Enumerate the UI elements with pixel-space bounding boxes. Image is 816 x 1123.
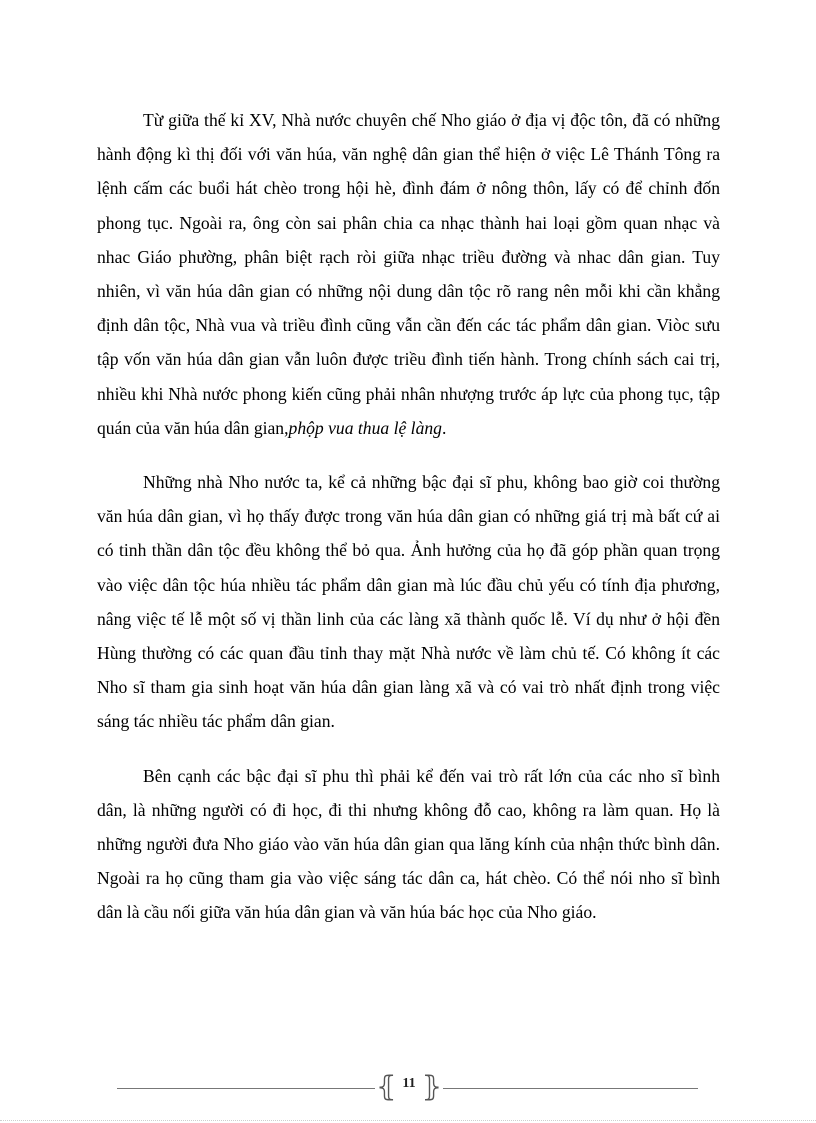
paragraph-3-text: Bên cạnh các bậc đại sĩ phu thì phải kể đến vai trò rất lớn của các nho sĩ bình dân, là những người có đi học, đi thi nhưng không đỗ cao, không ra làm quan. Họ là những người đưa Nho giáo vào văn húa dân gian qua lăng kính của nhận thức bình dân. Ngoài ra họ cũng tham gia vào việc sáng tác dân ca, hát chèo. Có thể nói nho sĩ bình dân là cầu nối giữa văn húa dân gian và văn húa bác học của Nho giáo.	[97, 765, 720, 923]
footer-rule-right	[443, 1088, 698, 1089]
paragraph-2-text: Những nhà Nho nước ta, kể cả những bậc đại sĩ phu, không bao giờ coi thường văn húa dân gian, vì họ thấy được trong văn húa dân gian có những giá trị mà bất cứ ai có tinh thần dân tộc đều không thể bỏ qua. Ảnh hưởng của họ đã góp phần quan trọng vào việc dân tộc húa nhiều tác phẩm dân gian mà lúc đầu chủ yếu có tính địa phương, nâng việc tế lễ một số vị thần linh của các làng xã thành quốc lễ. Ví dụ như ở hội đền Hùng thường có các quan đầu tỉnh thay mặt Nhà nước về làm chủ tế. Có không ít các Nho sĩ tham gia sinh hoạt văn húa dân gian làng xã và có vai trò nhất định trong việc sáng tác nhiều tác phẩm dân gian.	[97, 472, 720, 732]
paragraph-1-italic-phrase: phộp vua thua lệ làng	[288, 417, 442, 438]
page-number-box	[376, 1072, 442, 1104]
paragraph-1	[97, 103, 720, 445]
paragraph-3	[97, 759, 720, 930]
left-brace-icon: ⦃	[376, 1070, 397, 1103]
footer-rule-left	[117, 1088, 375, 1089]
right-brace-icon: ⦄	[421, 1070, 442, 1103]
page-number: 11	[402, 1076, 416, 1091]
paragraph-1-end: .	[441, 417, 447, 438]
page-bottom-border	[0, 1120, 816, 1121]
paragraph-2	[97, 465, 720, 739]
page-body	[97, 103, 720, 930]
paragraph-1-text: Từ giữa thế kỉ XV, Nhà nước chuyên chế Nho giáo ở địa vị độc tôn, đã có những hành động kì thị đối với văn húa, văn nghệ dân gian thể hiện ở việc Lê Thánh Tông ra lệnh cấm các buổi hát chèo trong hội hè, đình đám ở nông thôn, lấy có để chỉnh đốn phong tục. Ngoài ra, ông còn sai phân chia ca nhạc thành hai loại gồm quan nhạc và nhac Giáo phường, phân biệt rạch ròi giữa nhạc triều đường và nhac dân gian. Tuy nhiên, vì văn húa dân gian có những nội dung dân tộc rõ rang nên mỗi khi cần khẳng định dân tộc, Nhà vua và triều đình cũng vẫn cần đến các tác phẩm dân gian. Viòc sưu tập vốn văn húa dân gian vẫn luôn được triều đình tiến hành. Trong chính sách cai trị, nhiều khi Nhà nước phong kiến cũng phải nhân nhượng trước áp lực của phong tục, tập quán của văn húa dân gian,	[97, 110, 720, 438]
